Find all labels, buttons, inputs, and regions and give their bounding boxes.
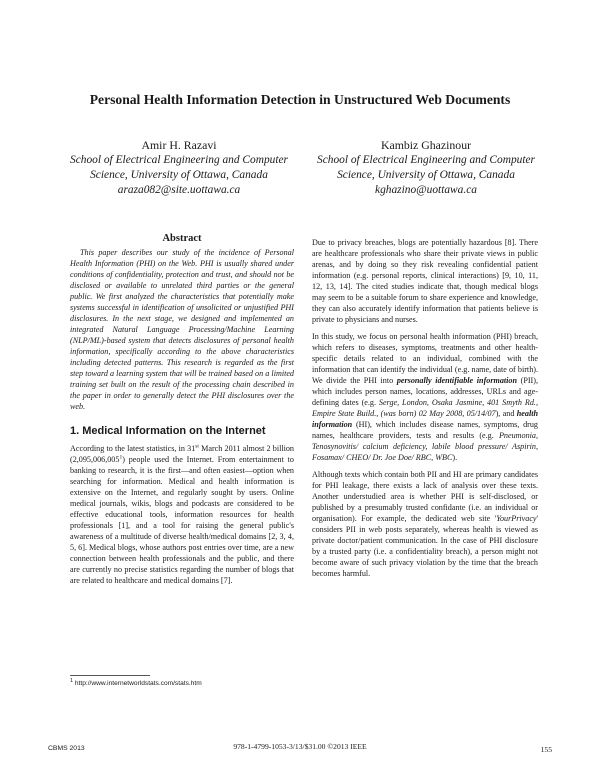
footnote (70, 677, 290, 687)
text-run: ), and (495, 409, 517, 418)
author-name: Amir H. Razavi (141, 138, 217, 152)
text-run: Although texts which contain both PII and HI are primary candidates for PHI leakage, there exists a lack of analysis over these texts. Another understudied area is whether PHI is self-disclosed, or published by a presumably trusted confidante (i.e. an individual or organisation). For example, the dedicated web site ' (312, 470, 538, 523)
footnote-rule (70, 675, 150, 676)
text-run: ' considers PII in web posts separately, whereas health is viewed as private doctor/patient communication. In the case of PHI disclosure by a trusted party (i.e. a confidentiality breach), a person might not become aware of such privacy violation by the time that the breach becomes harmful. (312, 514, 538, 578)
ordinal-superscript: st (195, 443, 199, 450)
text-run: In this study, we focus on personal health information (PHI) breach, which refers to diseases, symptoms, treatments and other health-specific details related to an individual, combined with the information that can identify the individual (e.g. name, date of birth). We divide the PHI into (312, 332, 538, 385)
body-paragraph (312, 469, 538, 579)
copyright-line: 978-1-4799-1053-3/13/$31.00 ©2013 IEEE (233, 742, 367, 751)
footnote-mark: 1 (70, 677, 74, 684)
author-email: araza082@site.uottawa.ca (117, 184, 241, 196)
section-paragraph (70, 443, 294, 586)
term-emphasis: health information (312, 409, 539, 429)
author-affiliation: School of Electrical Engineering and Computer Science, University of Ottawa, Canada (317, 154, 535, 181)
author-email: kghazino@uottawa.ca (375, 184, 477, 196)
abstract-text: This paper describes our study of the incidence of Personal Health Information (PHI) on the Web. PHI is usually shared under conditions of confidentiality, protection and trust, and should not be disclosed or available to unrelated third parties or the general public. We first analyzed the characteristics that potentially make systems successful in identification of unsolicited or unjustified PHI disclosures. In the next stage, we designed and implemented an integrated Natural Language Processing/Machine Learning (NLP/ML)-based system that detects disclosures of personal health information, specifically according to the above characteristics including detected patterns. This research is regarded as the first step toward a learning system that will be trained based on a limited training set built on the result of the processing chain described in the paper in order to generally detect the PHI disclosures over the web. (70, 248, 294, 411)
right-column (312, 237, 538, 585)
text-run: (HI), which includes disease names, symptoms, drug names, healthcare providers, tests and results (e.g. (312, 420, 538, 440)
paper-title: Personal Health Information Detection in Unstructured Web Documents (89, 92, 511, 107)
footnote-ref: 1 (119, 454, 123, 461)
author-block-1 (70, 138, 288, 198)
left-column (70, 233, 294, 592)
text-run: March 2011 almost 2 billion (2,095,006,005 (70, 444, 294, 464)
author-block-2 (314, 138, 538, 198)
abstract-heading: Abstract (162, 233, 202, 244)
text-run: ). (452, 453, 458, 462)
example-list: Serge, London, Osaka Jasmine, 401 Smyth Rd., Empire State Build., (was born) 02 May 2008, 05/14/07 (312, 398, 538, 418)
body-paragraph (312, 331, 538, 463)
site-name: YourPrivacy (496, 514, 537, 523)
text-run: (PII), which includes person names, locations, addresses, URLs and age-defining dates (e.g. (312, 376, 539, 407)
text-run: According to the latest statistics, in 31 (70, 444, 196, 453)
section-heading: 1. Medical Information on the Internet (70, 425, 266, 437)
term-emphasis: personally identifiable information (396, 376, 517, 385)
example-list: Pneumonia, Tenosynovitis/ calcium deficiency, labile blood pressure/ Aspirin, Fosamax/ CHEO/ Dr. Joe Doe/ RBC, WBC (312, 431, 538, 462)
text-run: ) people used the Internet. From entertainment to banking to research, it is the first—and often easiest—option when searching for information. Medical and health information is extensive on the Internet, and regularly sought by users. Online medical journals, wikis, blogs and podcasts are considered to be effective educational tools, information resources for health professionals [1], and a tool for raising the general public's awareness of a multitude of diverse health/medical domains [2, 3, 4, 5, 6]. Medical blogs, whose authors post entries over time, are a new connection between health professionals and the public, and there are currently no precise statistics regarding the number of blogs that are related to healthcare and medical domains [7]. (70, 455, 294, 585)
body-paragraph: Due to privacy breaches, blogs are potentially hazardous [8]. There are healthcare professionals who share their private views in public arenas, and by doing so they risk revealing confidential patient information (e.g. personal reports, clinical interactions) [9, 10, 11, 12, 13, 14]. The cited studies indicate that, though medical blogs may seem to be a suitable forum to share experience and knowledge, they can also accurately identify information that patients believe is private to physicians and nurses. (312, 238, 538, 324)
conference-label: CBMS 2013 (48, 745, 85, 752)
author-name: Kambiz Ghazinour (380, 138, 472, 152)
footnote-text: http://www.internetworldstats.com/stats.htm (73, 680, 202, 687)
page-number: 155 (540, 745, 552, 754)
author-affiliation: School of Electrical Engineering and Computer Science, University of Ottawa, Canada (70, 154, 288, 181)
